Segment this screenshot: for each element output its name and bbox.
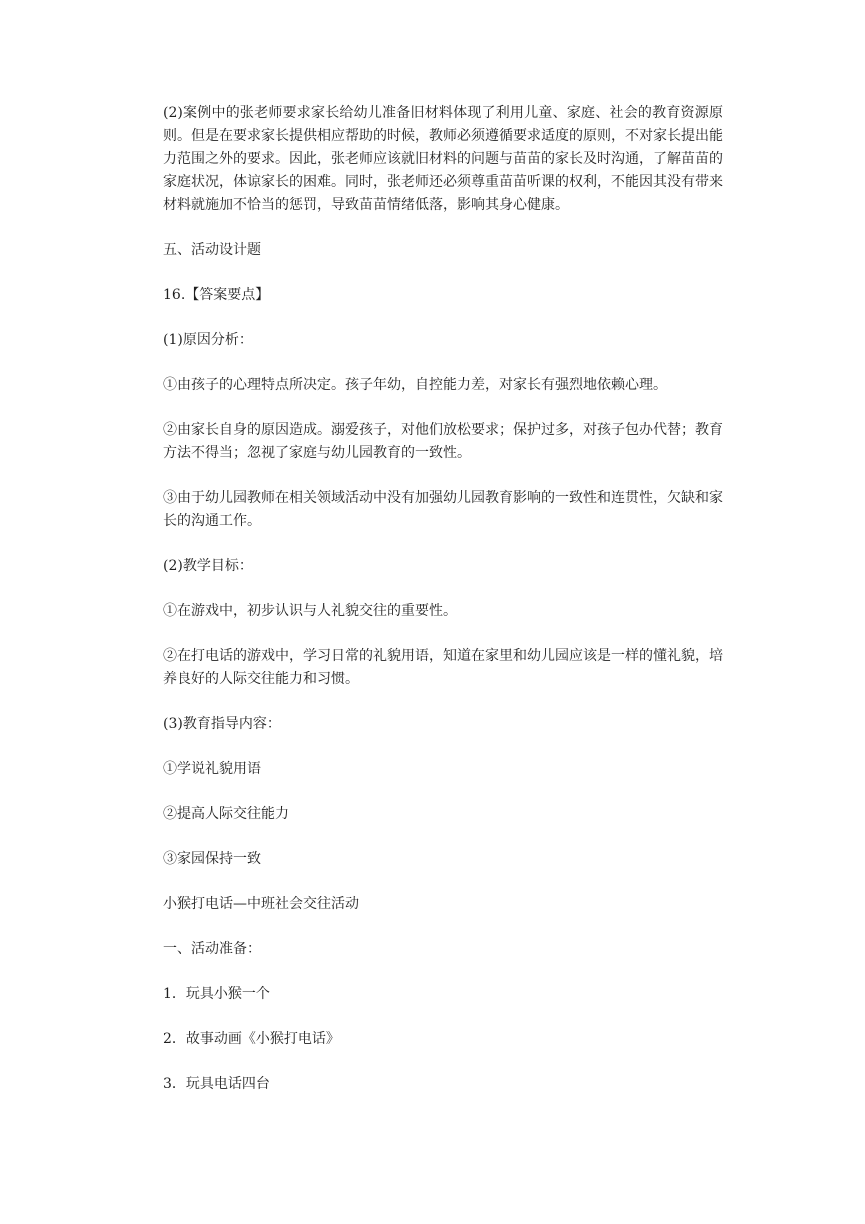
cause-point-1: ①由孩子的心理特点所决定。孩子年幼，自控能力差，对家长有强烈地依赖心理。 [163, 377, 667, 393]
cause-point-2: ②由家长自身的原因造成。溺爱孩子，对他们放松要求；保护过多，对孩子包办代替；教育方法不得当；忽视了家庭与幼儿园教育的一致性。 [163, 422, 723, 461]
teaching-goal-2: ②在打电话的游戏中，学习日常的礼貌用语，知道在家里和幼儿园应该是一样的懂礼貌，培养良好的人际交往能力和习惯。 [163, 648, 723, 687]
guidance-point-2: ②提高人际交往能力 [163, 806, 289, 822]
activity-preparation-heading: 一、活动准备： [163, 941, 261, 957]
guidance-point-3: ③家园保持一致 [163, 851, 261, 867]
section-heading-activity-design: 五、活动设计题 [163, 242, 261, 258]
answer-key-heading: 16.【答案要点】 [163, 287, 270, 303]
activity-title: 小猴打电话—中班社会交往活动 [163, 896, 359, 912]
preparation-item-1: 1．玩具小猴一个 [163, 986, 270, 1002]
cause-analysis-heading: (1)原因分析： [163, 332, 253, 348]
document-body [163, 102, 723, 1118]
teaching-goal-1: ①在游戏中，初步认识与人礼貌交往的重要性。 [163, 603, 457, 619]
preparation-item-2: 2．故事动画《小猴打电话》 [163, 1031, 340, 1047]
paragraph-case-analysis: (2)案例中的张老师要求家长给幼儿准备旧材料体现了利用儿童、家庭、社会的教育资源原则。但是在要求家长提供相应帮助的时候，教师必须遵循要求适度的原则，不对家长提出能力范围之外的要求。因此，张老师应该就旧材料的问题与苗苗的家长及时沟通，了解苗苗的家庭状况，体谅家长的困难。同时，张老师还必须尊重苗苗听课的权利，不能因其没有带来材料就施加不恰当的惩罚，导致苗苗情绪低落，影响其身心健康。 [163, 105, 723, 213]
guidance-content-heading: (3)教育指导内容： [163, 716, 281, 732]
guidance-point-1: ①学说礼貌用语 [163, 761, 261, 777]
teaching-goals-heading: (2)教学目标： [163, 558, 253, 574]
cause-point-3: ③由于幼儿园教师在相关领域活动中没有加强幼儿园教育影响的一致性和连贯性，欠缺和家长的沟通工作。 [163, 490, 723, 529]
preparation-item-3: 3．玩具电话四台 [163, 1076, 270, 1092]
